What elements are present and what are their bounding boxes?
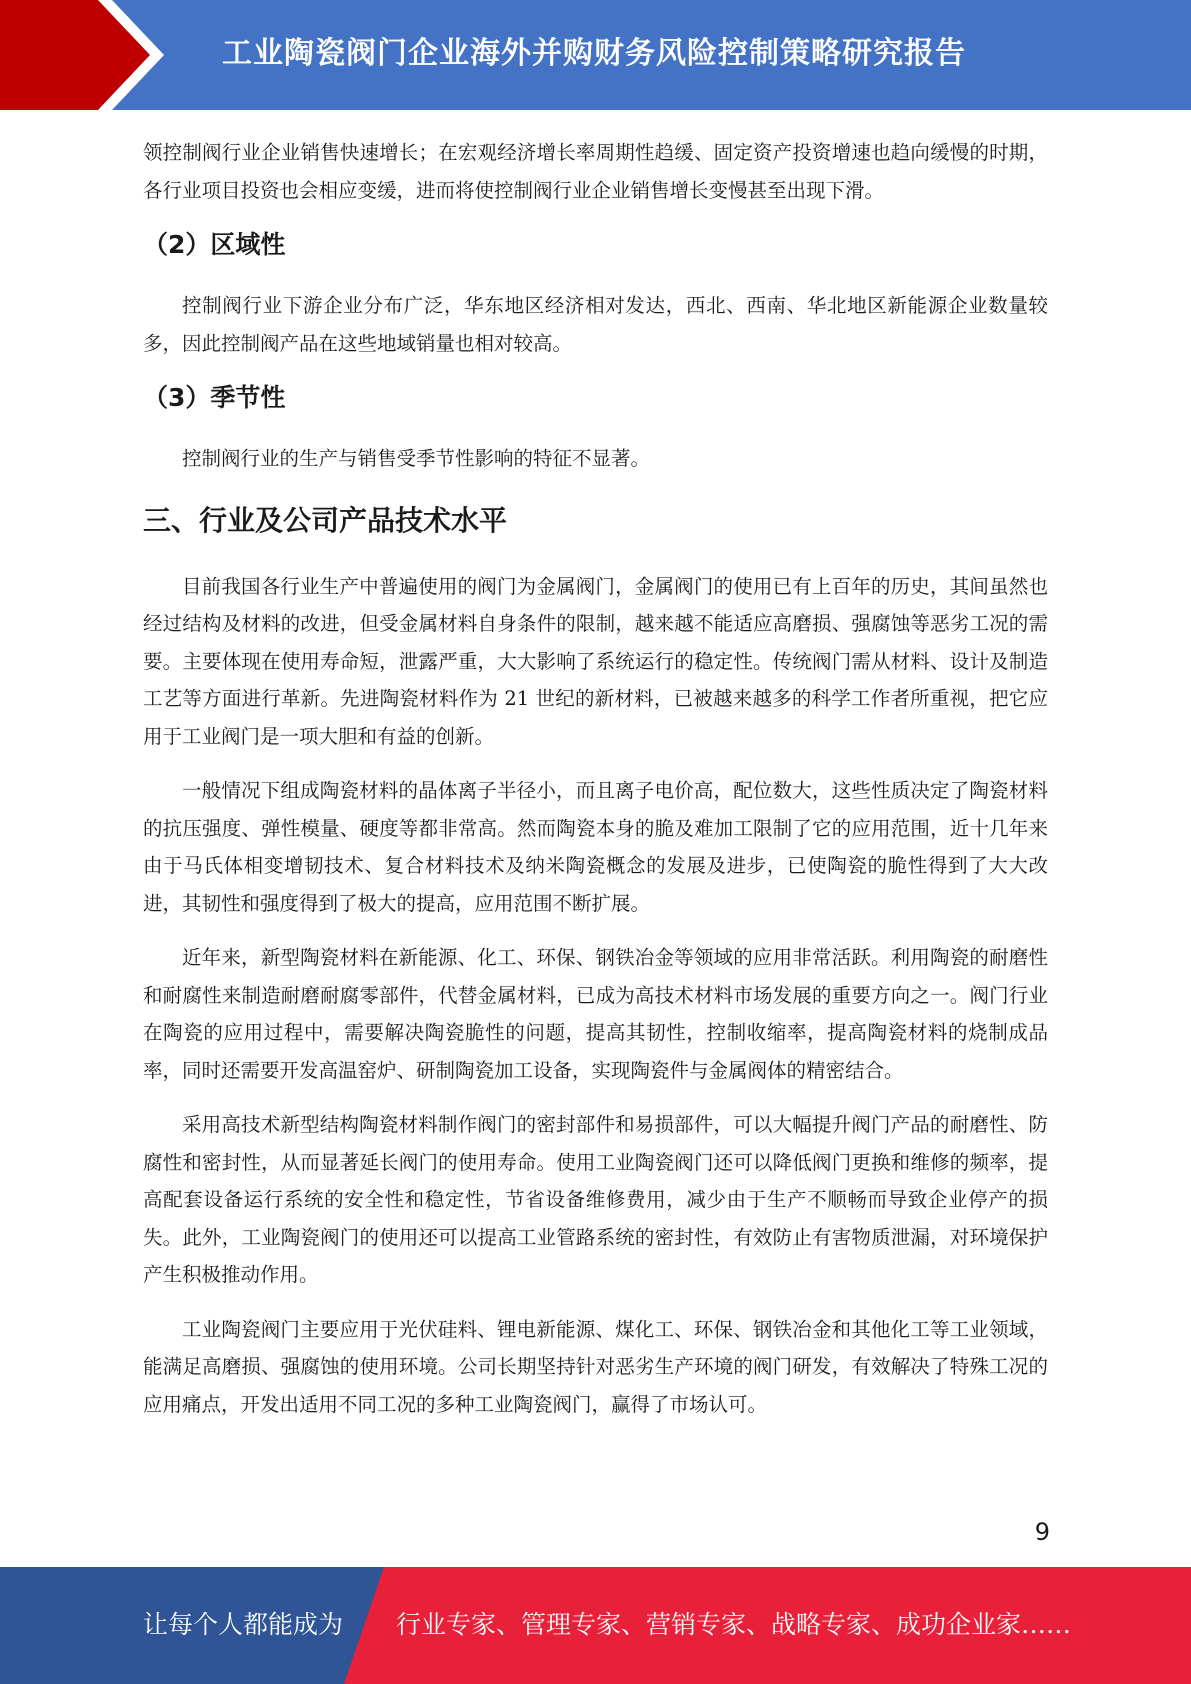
paragraph-tech-4: 采用高技术新型结构陶瓷材料制作阀门的密封部件和易损部件，可以大幅提升阀门产品的耐磨性、防腐性和密封性，从而显著延长阀门的使用寿命。使用工业陶瓷阀门还可以降低阀门更换和维修的频率，提高配套设备运行系统的安全性和稳定性，节省设备维修费用，减少由于生产不顺畅而导致企业停产的损失。此外，工业陶瓷阀门的使用还可以提高工业管路系统的密封性，有效防止有害物质泄漏，对环境保护产生积极推动作用。 [143,1113,1048,1286]
paragraph-tech-1: 目前我国各行业生产中普遍使用的阀门为金属阀门，金属阀门的使用已有上百年的历史，其间虽然也经过结构及材料的改进，但受金属材料自身条件的限制，越来越不能适应高磨损、强腐蚀等恶劣工况的需要。主要体现在使用寿命短，泄露严重，大大影响了系统运行的稳定性。传统阀门需从材料、设计及制造工艺等方面进行革新。先进陶瓷材料作为 21 世纪的新材料，已被越来越多的科学工作者所重视，把它应用于工业阀门是一项大胆和有益的创新。 [143,574,1048,748]
report-title: 工业陶瓷阀门企业海外并购财务风险控制策略研究报告 [222,36,966,71]
paragraph-seasonal: 控制阀行业的生产与销售受季节性影响的特征不显著。 [182,447,651,470]
page-number: 9 [1034,1518,1050,1546]
paragraph-tech-3: 近年来，新型陶瓷材料在新能源、化工、环保、钢铁冶金等领域的应用非常活跃。利用陶瓷的耐磨性和耐腐性来制造耐磨耐腐零部件，代替金属材料，已成为高技术材料市场发展的重要方向之一。阀门行业在陶瓷的应用过程中，需要解决陶瓷脆性的问题，提高其韧性，控制收缩率，提高陶瓷材料的烧制成品率，同时还需要开发高温窑炉、研制陶瓷加工设备，实现陶瓷件与金属阀体的精密结合。 [143,946,1048,1082]
paragraph-regional: 控制阀行业下游企业分布广泛，华东地区经济相对发达，西北、西南、华北地区新能源企业数量较多，因此控制阀产品在这些地域销量也相对较高。 [143,294,1048,355]
heading-seasonal: （3）季节性 [143,383,286,412]
page-content [143,134,1048,1423]
paragraph-intro: 领控制阀行业企业销售快速增长；在宏观经济增长率周期性趋缓、固定资产投资增速也趋向缓慢的时期，各行业项目投资也会相应变缓，进而将使控制阀行业企业销售增长变慢甚至出现下滑。 [143,141,1048,202]
paragraph-tech-2: 一般情况下组成陶瓷材料的晶体离子半径小，而且离子电价高，配位数大，这些性质决定了陶瓷材料的抗压强度、弹性模量、硬度等都非常高。然而陶瓷本身的脆及难加工限制了它的应用范围，近十几年来由于马氏体相变增韧技术、复合材料技术及纳米陶瓷概念的发展及进步，已使陶瓷的脆性得到了大大改进，其韧性和强度得到了极大的提高，应用范围不断扩展。 [143,779,1048,915]
page-header [0,0,1191,110]
footer-slogan-left: 让每个人都能成为 [143,1610,344,1639]
footer-slogan-right: 行业专家、管理专家、营销专家、战略专家、成功企业家…… [396,1610,1072,1639]
paragraph-tech-5: 工业陶瓷阀门主要应用于光伏硅料、锂电新能源、煤化工、环保、钢铁冶金和其他化工等工业领域，能满足高磨损、强腐蚀的使用环境。公司长期坚持针对恶劣生产环境的阀门研发，有效解决了特殊工况的应用痛点，开发出适用不同工况的多种工业陶瓷阀门，赢得了市场认可。 [143,1317,1048,1416]
heading-regional: （2）区域性 [143,230,286,259]
page-footer [0,1567,1191,1684]
section-heading-tech: 三、行业及公司产品技术水平 [143,503,508,537]
